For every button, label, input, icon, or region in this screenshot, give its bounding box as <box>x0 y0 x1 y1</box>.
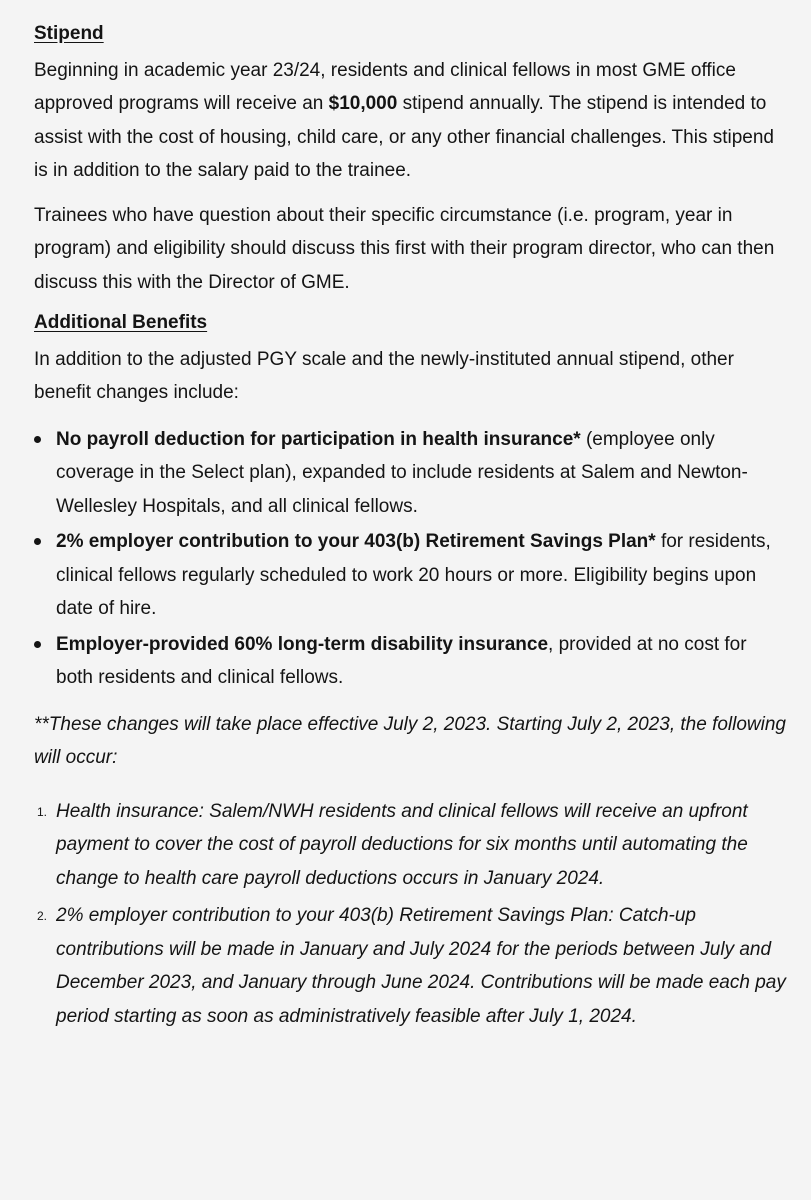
changes-list <box>34 795 787 1034</box>
list-item <box>34 628 787 695</box>
change-description: Health insurance: Salem/NWH residents and clinical fellows will receive an upfront payment to cover the cost of payroll deductions for six months until automating the change to health care payroll deductions occurs in January 2024. <box>56 800 748 889</box>
benefit-description: , provided at no cost for both residents and clinical fellows. <box>56 633 747 688</box>
benefit-description: (employee only coverage in the Select plan), expanded to include residents at Salem and Newton-Wellesley Hospitals, and all clinical fellows. <box>56 428 748 517</box>
stipend-amount: $10,000 <box>328 93 398 114</box>
bullet-icon <box>34 641 41 648</box>
bullet-icon <box>34 436 41 443</box>
benefit-description: for residents, clinical fellows regularly scheduled to work 20 hours or more. Eligibility begins upon date of hire. <box>56 531 771 619</box>
benefit-title: Employer-provided 60% long-term disability insurance <box>56 633 549 655</box>
benefits-intro: In addition to the adjusted PGY scale and the newly-instituted annual stipend, other benefit changes include: <box>34 348 734 403</box>
stipend-paragraph-1 <box>34 54 787 188</box>
stipend-heading: Stipend <box>34 23 104 44</box>
stipend-paragraph-2: Trainees who have question about their specific circumstance (i.e. program, year in program) and eligibility should discuss this first with their program director, who can then discuss this with the Director of GME. <box>34 204 775 293</box>
list-item <box>34 525 787 626</box>
benefits-list <box>34 423 787 695</box>
stipend-text-end: stipend annually. The stipend is intended to assist with the cost of housing, child care, or any other financial challenges. This stipend is in addition to the salary paid to the trainee. <box>34 93 774 181</box>
benefit-title: 2% employer contribution to your 403(b) Retirement Savings Plan* <box>56 531 656 552</box>
change-description: 2% employer contribution to your 403(b) Retirement Savings Plan: Catch-up contributions will be made in January and July 2024 for the periods between July and December 2023, and January through June 2024. Contributions will be made each pay period starting as soon as administratively feasible after July 1, 2024. <box>56 905 786 1027</box>
list-item <box>34 795 787 896</box>
list-item <box>34 423 787 524</box>
additional-benefits-heading: Additional Benefits <box>34 312 208 333</box>
benefit-title: No payroll deduction for participation in health insurance* <box>56 428 581 450</box>
bullet-icon <box>34 538 41 545</box>
list-number: 1. <box>37 804 48 819</box>
effective-date-note: **These changes will take place effective July 2, 2023. Starting July 2, 2023, the following will occur: <box>34 713 786 768</box>
stipend-text-start: Beginning in academic year 23/24, residents and clinical fellows in most GME office approved programs will receive an <box>34 59 736 114</box>
list-number: 2. <box>37 909 48 923</box>
list-item <box>34 899 787 1033</box>
